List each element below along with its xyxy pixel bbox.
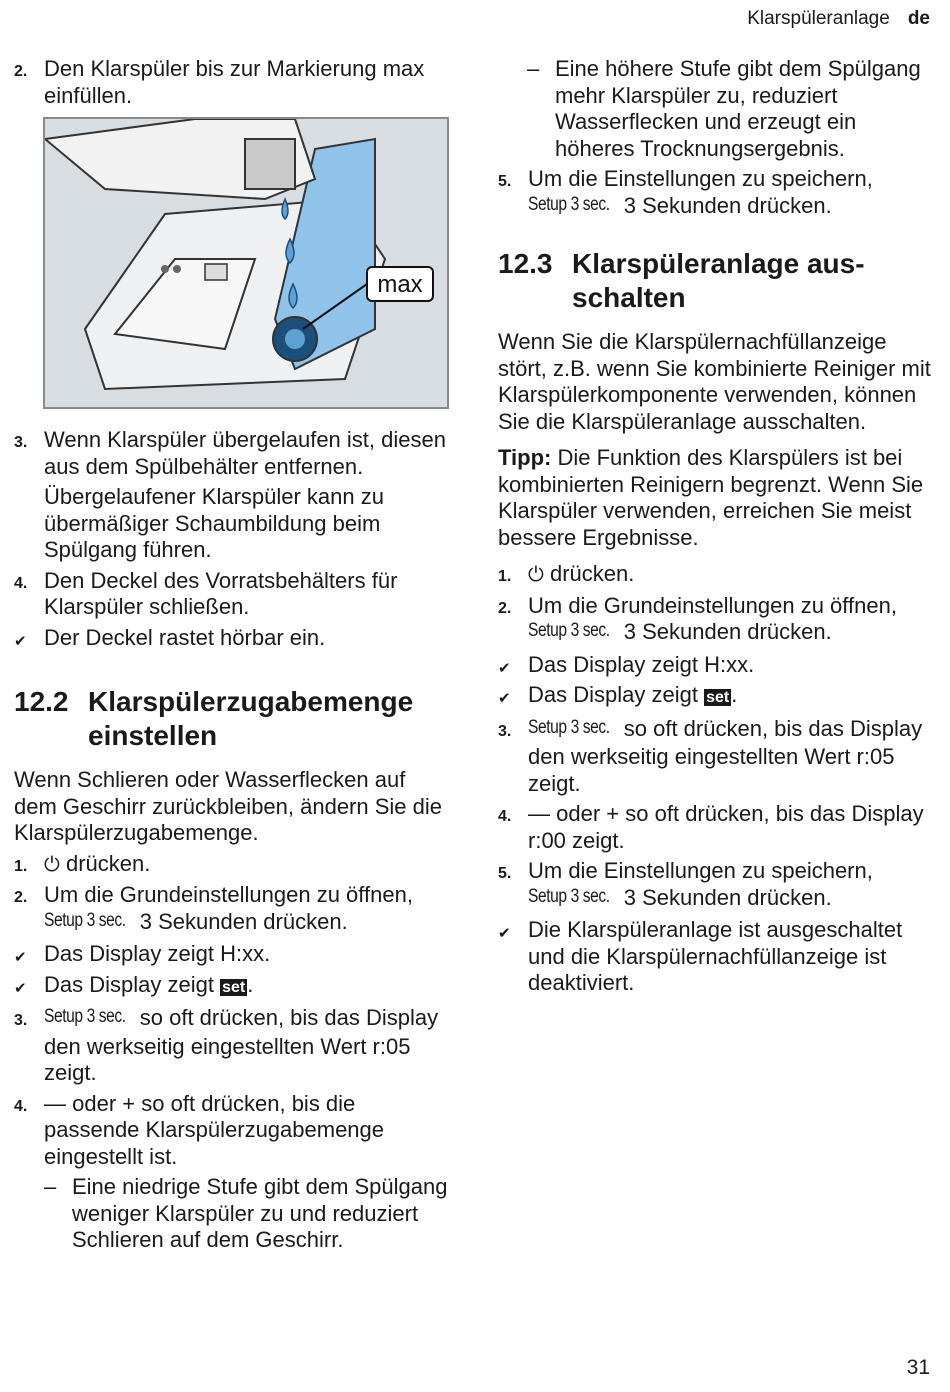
step-number: 4. [14,574,28,592]
step-item [14,1005,450,1087]
plus-icon: + [606,801,620,826]
step-text: 3 Sekunden drücken. [623,619,832,644]
dispenser-drawing [45,119,447,407]
tip-text: Die Funktion des Klarspülers ist bei kombinierten Reinigern begrenzt. Wenn Sie Klarspüler verwenden, erreichen Sie meist bessere Ergebnisse. [498,445,924,550]
section-intro: Wenn Sie die Klarspülernachfüllanzeige stört, z.B. wenn Sie kombinierte Reiniger mit Klarspülerkomponente verwenden, können Sie die Klarspüleranlage ausschalten. [498,329,931,434]
step-text: 3 Sekunden drücken. [623,192,832,218]
heading-line: Klarspüleranlage aus- [572,248,865,279]
step-text: so oft drücken, bis das Display den werkseitig eingestellten Wert r:05 zeigt. [44,1005,439,1085]
set-display-symbol: set [222,978,246,996]
section-heading [14,685,450,753]
step-text: Wenn Klarspüler übergelaufen ist, diesen aus dem Spülbehälter entfernen. [44,427,446,479]
result-text: Das Display zeigt [528,682,698,707]
page-header [747,8,930,30]
language-code: de [907,8,930,29]
step-text: Um die Einstellungen zu speichern, [528,858,873,883]
step-item [14,56,450,109]
step-number: 2. [14,63,28,80]
dash-bullet: – [527,56,540,81]
step-text: oder [556,801,601,826]
checkmark-icon: ✔ [14,949,27,966]
step-number: 4. [498,808,512,825]
dash-item [498,56,934,162]
result-text: Die Klarspüleranlage ist ausgeschaltet und die Klarspülernachfüllanzeige ist deaktiviert. [528,917,903,995]
step-text: Um die Einstellungen zu speichern, [528,166,873,191]
result-item [498,917,934,997]
rinse-aid-illustration [43,117,449,409]
heading-line: einstellen [88,720,218,751]
step-item [14,882,450,937]
step-text: drücken. [549,561,635,586]
step-item [498,593,934,648]
step-item [14,427,450,480]
result-item [498,652,934,679]
step-item [498,716,934,798]
heading-line: Klarspülerzugabemenge [88,686,414,717]
step-item [14,568,450,621]
step-item [498,858,934,913]
checkmark-icon: ✔ [14,632,27,650]
step-text: 3 Sekunden drücken. [139,908,348,934]
section-heading [498,247,934,315]
result-item: ✔ Das Display zeigt set. [498,682,934,712]
result-item [14,941,450,968]
step-number: 3. [14,434,28,451]
heading-number: 12.2 [14,686,69,717]
step-text: so oft drücken, bis die passende Klarspülerzugabemenge eingestellt ist. [44,1090,385,1169]
step-number: 3. [498,722,512,740]
result-item [14,625,450,652]
dash-text: Eine niedrige Stufe gibt dem Spülgang weniger Klarspüler zu und reduziert Schlieren auf dem Geschirr. [72,1174,448,1252]
setup-button-label: Setup 3 sec. [528,620,610,641]
step-number: 5. [498,865,512,882]
result-text: Der Deckel rastet hörbar ein. [44,624,326,650]
step-text: so oft drücken, bis das Display den werkseitig eingestellten Wert r:05 zeigt. [528,715,923,796]
tip-label: Tipp: [498,445,552,470]
heading-number: 12.3 [498,248,553,279]
step-item [498,166,934,221]
power-icon: ⏻ [44,853,60,876]
step-number: 1. [498,568,512,585]
step-text: 3 Sekunden drücken. [623,884,832,910]
section-intro: Wenn Schlieren oder Wasserflecken auf dem Geschirr zurückbleiben, ändern Sie die Klarspülerzugabemenge. [14,767,443,845]
checkmark-icon: ✔ [498,659,511,677]
checkmark-icon: ✔ [14,979,27,997]
section-title: Klarspüleranlage [747,8,890,29]
step-text: so oft drücken, bis das Display r:00 zeigt. [528,801,924,853]
right-column [498,56,934,1001]
setup-button-label: Setup 3 sec. [528,716,610,738]
step-text: oder [72,1090,117,1116]
set-display-symbol: set [706,689,730,706]
result-text: Das Display zeigt H:xx. [44,941,271,966]
setup-button-label: Setup 3 sec. [528,885,610,907]
step-number: 2. [498,599,512,617]
page-number: 31 [906,1356,930,1379]
step-number: 3. [14,1012,28,1029]
max-label: max [377,271,423,298]
step-number: 1. [14,857,28,875]
step-text: Um die Grundeinstellungen zu öffnen, [44,882,413,907]
step-item [498,801,934,854]
step-item [498,561,934,589]
step-item [14,1091,450,1171]
result-text: Das Display zeigt H:xx. [528,651,755,677]
setup-button-label: Setup 3 sec. [528,193,610,215]
setup-button-label: Setup 3 sec. [44,909,126,931]
heading-line: schalten [572,282,686,313]
minus-icon: — [528,801,550,826]
step-number: 2. [14,889,28,906]
step-text: Den Deckel des Vorratsbehälters für Klarspüler schließen. [44,567,398,619]
dash-text: Eine höhere Stufe gibt dem Spülgang mehr Klarspüler zu, reduziert Wasserflecken und erzeugt ein höheres Trocknungsergebnis. [555,56,921,161]
minus-icon: — [44,1090,66,1116]
step-item [14,851,450,879]
left-column [14,56,450,1258]
plus-icon: + [122,1090,136,1116]
checkmark-icon: ✔ [498,690,511,707]
step-text: Den Klarspüler bis zur Markierung max einfüllen. [44,56,425,108]
step-note: Übergelaufener Klarspüler kann zu übermäßiger Schaumbildung beim Spülgang führen. [44,484,384,562]
result-item: ✔ Das Display zeigt set. [14,972,450,1002]
step-number: 5. [498,173,512,190]
tip-paragraph [498,445,934,551]
step-text: drücken. [65,850,151,876]
step-number: 4. [14,1097,28,1115]
checkmark-icon: ✔ [498,925,511,942]
step-text: Um die Grundeinstellungen zu öffnen, [528,592,897,618]
dash-bullet: – [44,1174,57,1199]
dash-item [14,1174,450,1254]
power-icon: ⏻ [528,564,544,586]
setup-button-label: Setup 3 sec. [44,1006,126,1027]
result-text: Das Display zeigt [44,971,214,997]
